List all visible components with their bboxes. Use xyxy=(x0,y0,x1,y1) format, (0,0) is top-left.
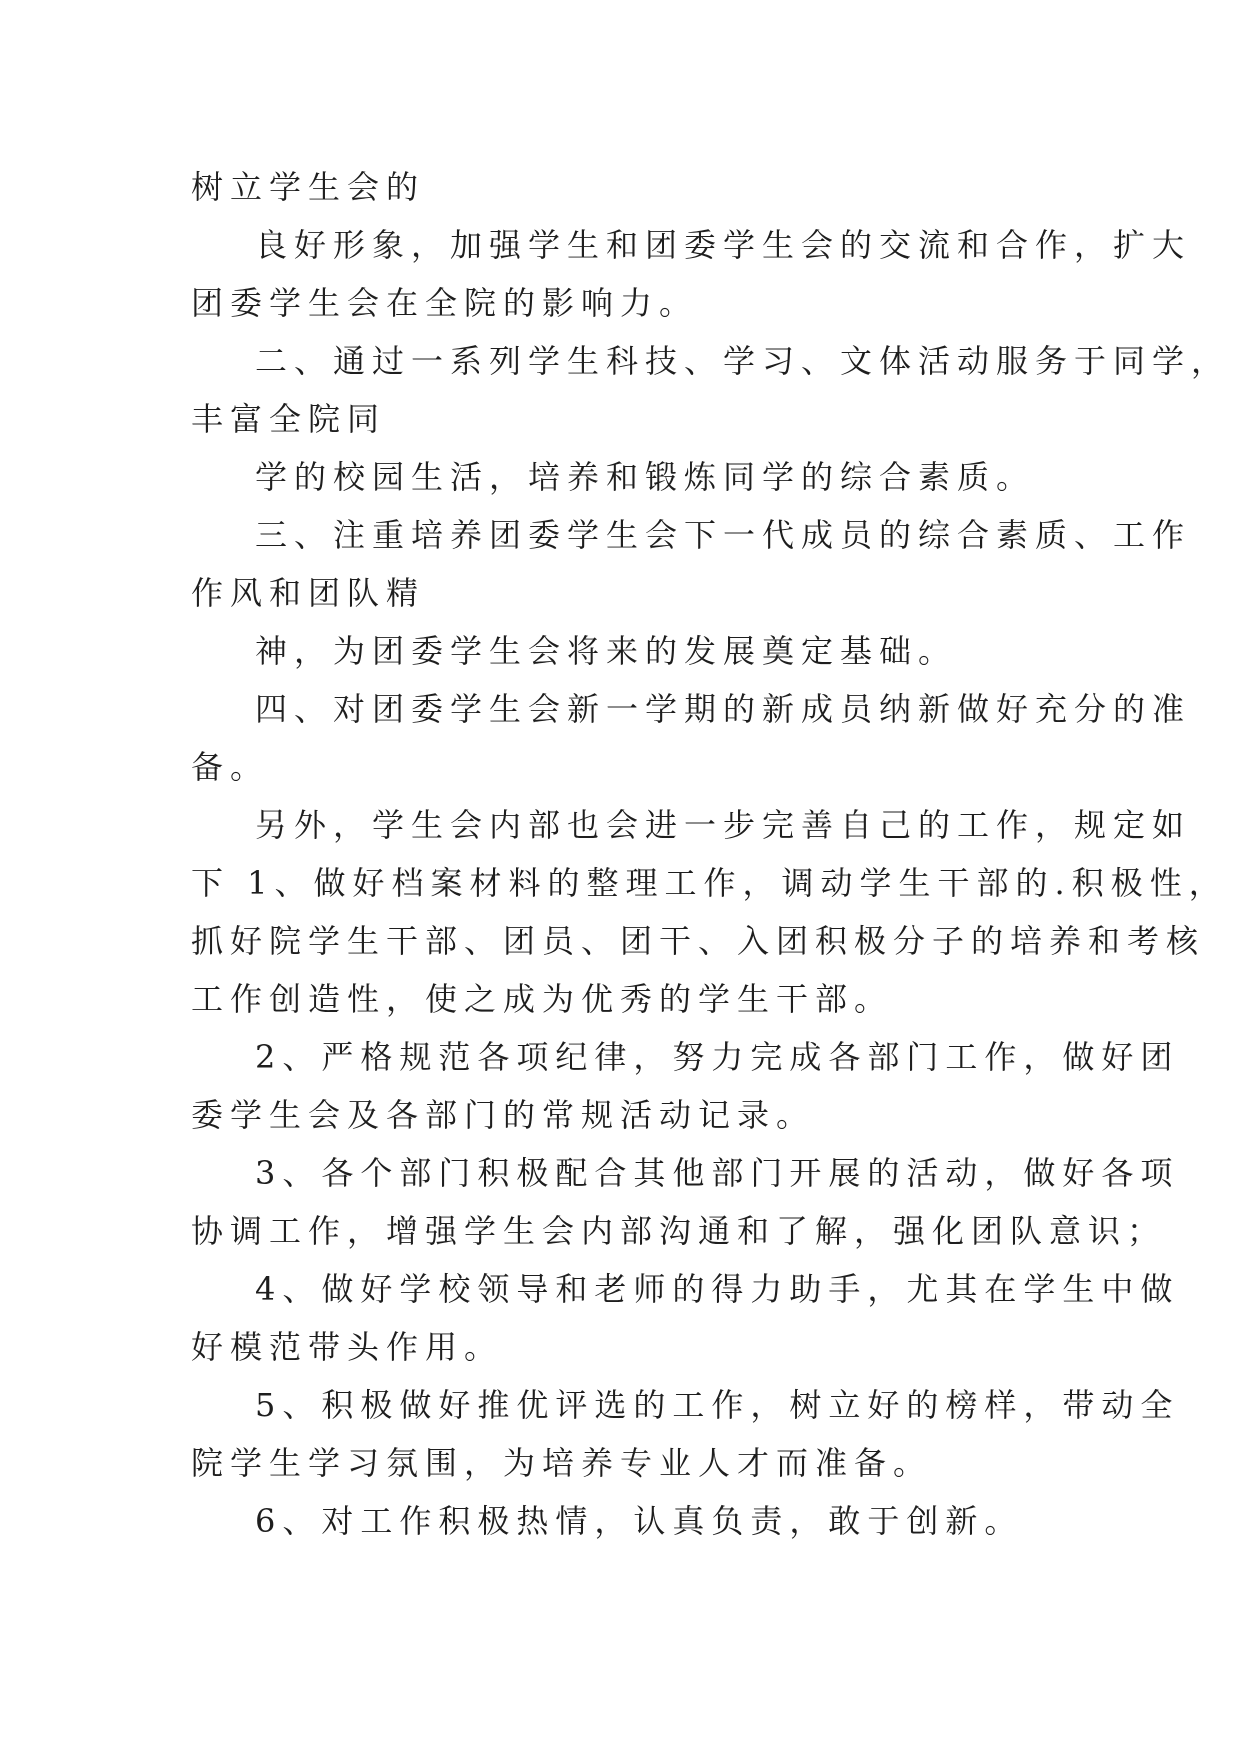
text-line: 协调工作，增强学生会内部沟通和了解，强化团队意识； xyxy=(191,1212,1167,1250)
text-line: 学的校园生活，培养和锻炼同学的综合素质。 xyxy=(255,458,1036,496)
text-line: 神，为团委学生会将来的发展奠定基础。 xyxy=(255,632,958,670)
text-line: 3、各个部门积极配合其他部门开展的活动，做好各项 xyxy=(255,1154,1180,1192)
document-body xyxy=(191,158,1231,1550)
text-line: 二、通过一系列学生科技、学习、文体活动服务于同学， xyxy=(255,342,1231,380)
text-line: 好模范带头作用。 xyxy=(191,1328,504,1366)
text-line: 院学生学习氛围，为培养专业人才而准备。 xyxy=(191,1444,933,1482)
text-line: 工作创造性，使之成为优秀的学生干部。 xyxy=(191,980,894,1018)
text-line: 下 1、做好档案材料的整理工作，调动学生干部的.积极性， xyxy=(191,864,1228,902)
text-line: 三、注重培养团委学生会下一代成员的综合素质、工作 xyxy=(255,516,1192,554)
text-line: 丰富全院同 xyxy=(191,400,387,438)
text-line: 良好形象，加强学生和团委学生会的交流和合作，扩大 xyxy=(255,226,1192,264)
text-line: 四、对团委学生会新一学期的新成员纳新做好充分的准 xyxy=(255,690,1192,728)
text-line: 树立学生会的 xyxy=(191,168,426,206)
text-line: 6、对工作积极热情，认真负责，敢于创新。 xyxy=(255,1502,1024,1540)
text-line: 备。 xyxy=(191,748,270,786)
text-line: 抓好院学生干部、团员、团干、入团积极分子的培养和考核 xyxy=(191,922,1206,960)
text-line: 2、严格规范各项纪律，努力完成各部门工作，做好团 xyxy=(255,1038,1180,1076)
text-line: 另外，学生会内部也会进一步完善自己的工作，规定如 xyxy=(255,806,1192,844)
text-line: 团委学生会在全院的影响力。 xyxy=(191,284,699,322)
text-line: 委学生会及各部门的常规活动记录。 xyxy=(191,1096,816,1134)
text-line: 4、做好学校领导和老师的得力助手，尤其在学生中做 xyxy=(255,1270,1180,1308)
text-line: 5、积极做好推优评选的工作，树立好的榜样，带动全 xyxy=(255,1386,1180,1424)
text-line: 作风和团队精 xyxy=(191,574,426,612)
